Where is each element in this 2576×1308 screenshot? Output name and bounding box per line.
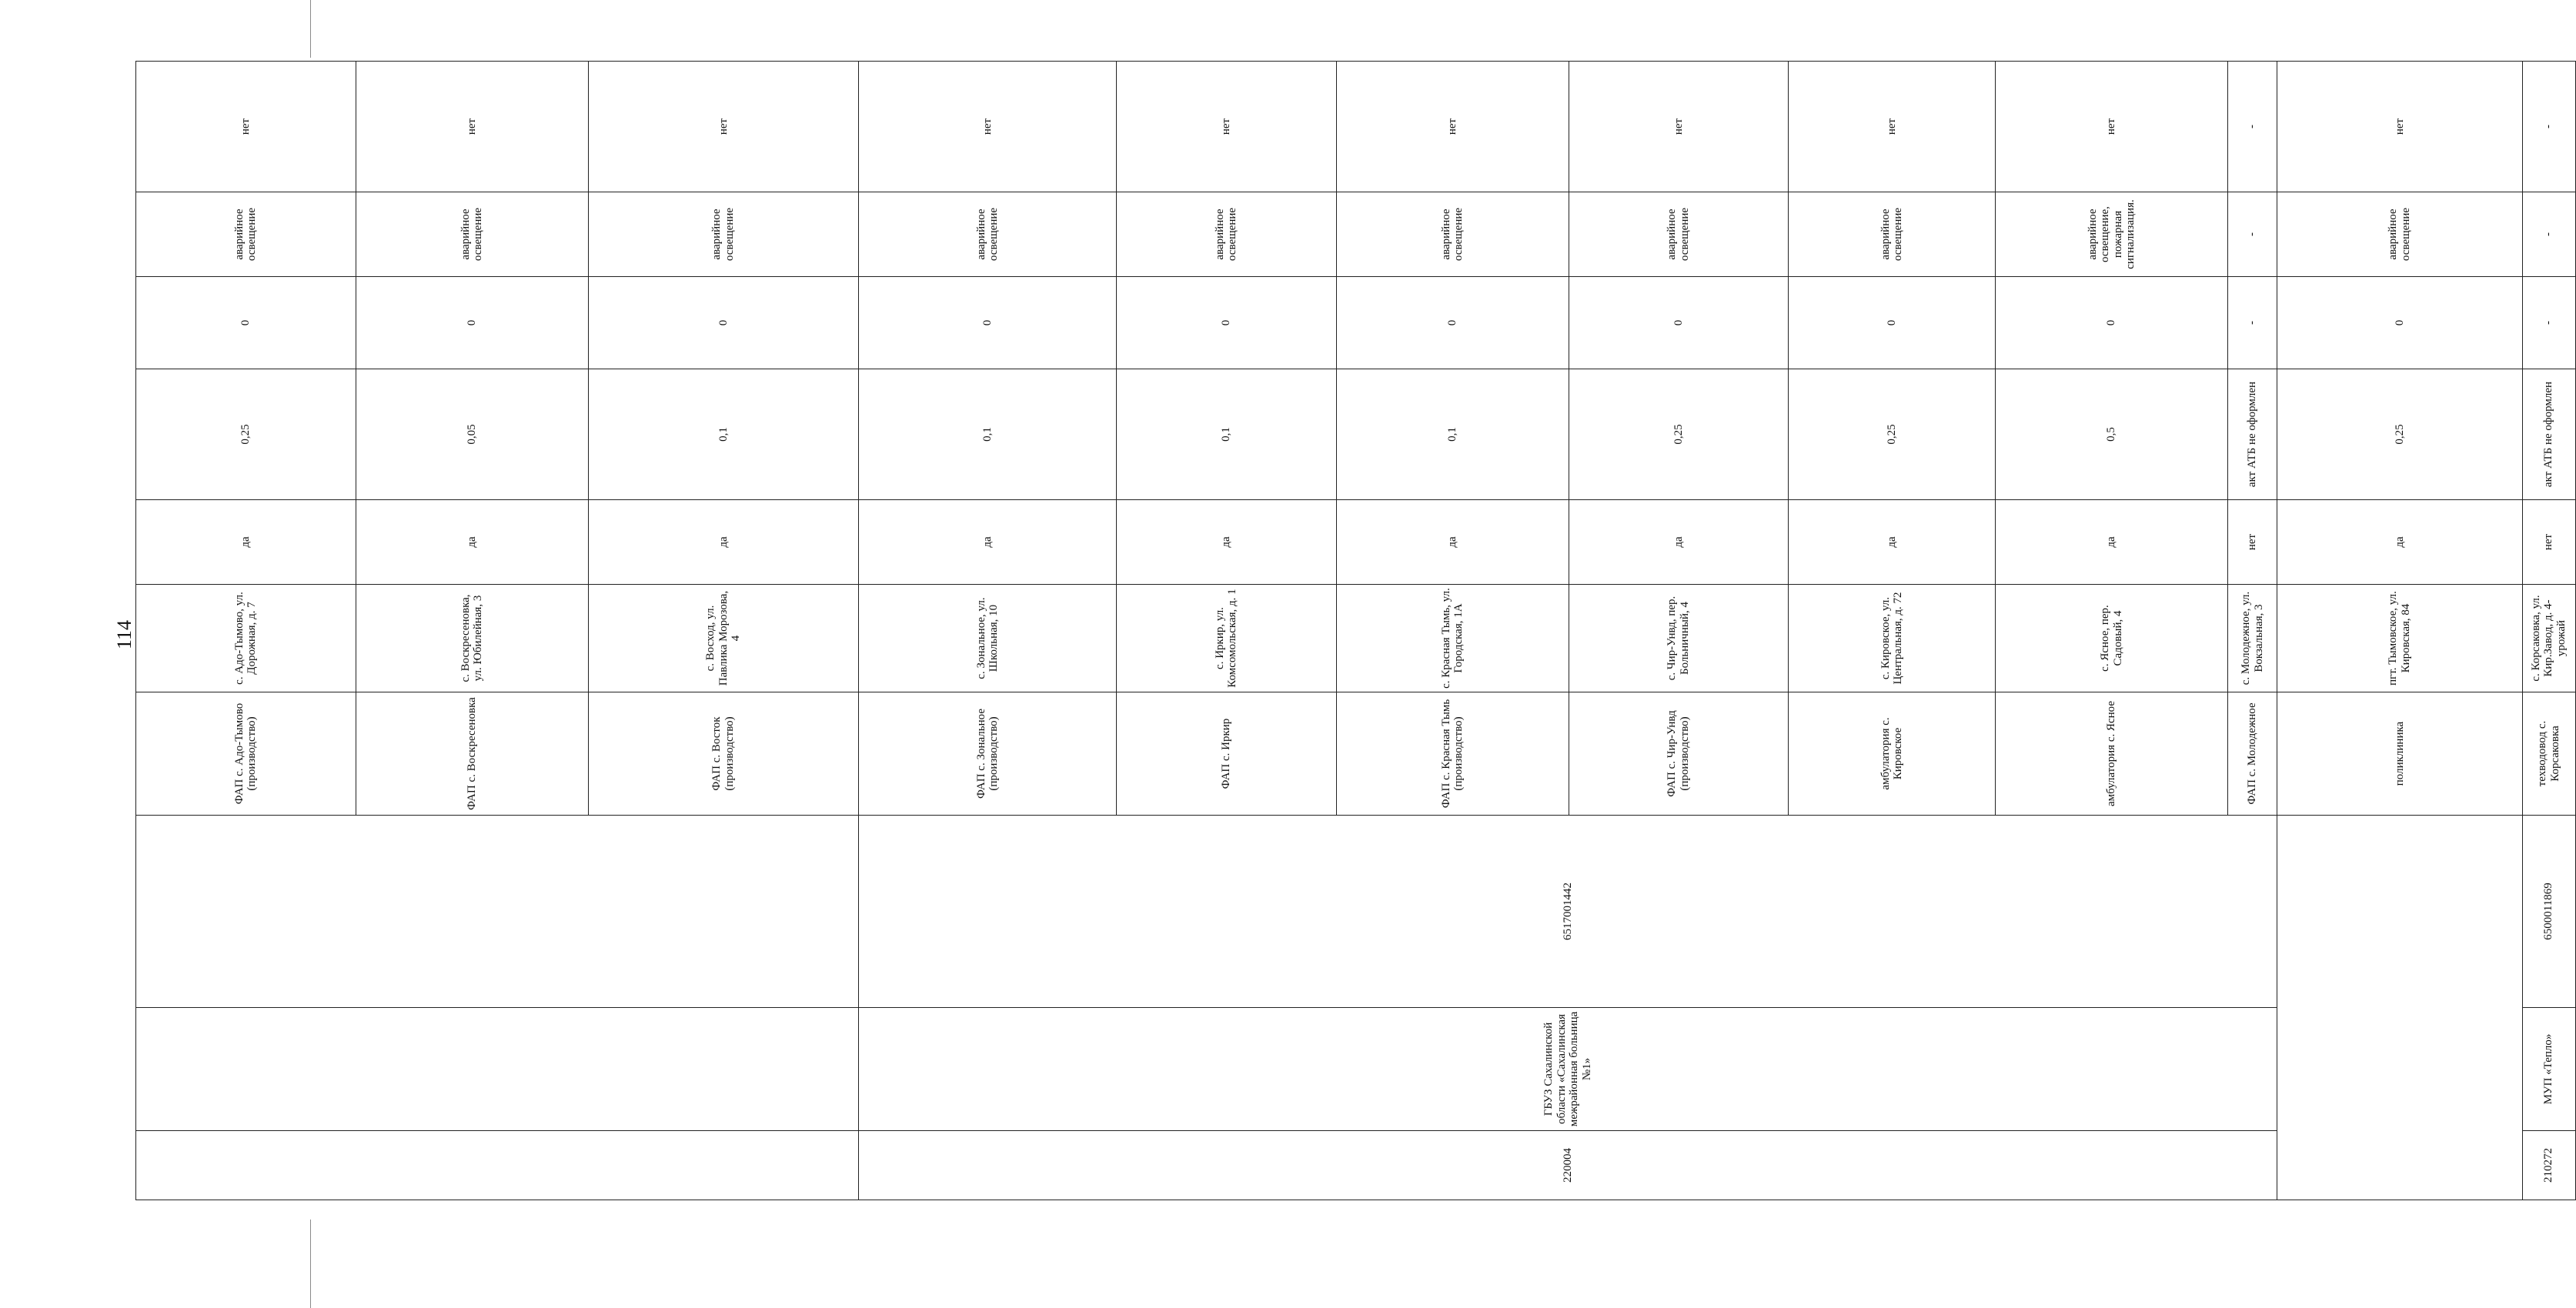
cell-object: ФАП с. Адо-Тымово (производство) [136, 692, 356, 816]
cell-power: акт АТБ не оформлен [2522, 369, 2575, 500]
cell-doc: - [2228, 62, 2277, 192]
cell-address: пгт. Тымовское, ул. Кировская, 84 [2277, 585, 2523, 692]
cell-doc: нет [356, 62, 588, 192]
cell-doc: нет [588, 62, 859, 192]
cell-zero: 0 [588, 277, 859, 369]
cell-doc: нет [1996, 62, 2228, 192]
cell-zero: 0 [136, 277, 356, 369]
cell-object: ФАП с. Восток (производство) [588, 692, 859, 816]
cell-load: аварийное освещение [356, 192, 588, 277]
cell-flag: да [356, 500, 588, 585]
cell-address: с. Ясное, пер. Садовый, 4 [1996, 585, 2228, 692]
cell-power: 0,05 [356, 369, 588, 500]
scan-artifact-line [310, 1220, 311, 1308]
cell-doc: нет [859, 62, 1117, 192]
cell-address: с. Адо-Тымово, ул. Дорожная, д. 7 [136, 585, 356, 692]
cell-address: с. Красная Тымь, ул. Городская, 1А [1336, 585, 1569, 692]
cell-organization: МУП «Тепло» [2522, 1008, 2575, 1131]
cell-doc: нет [1336, 62, 1569, 192]
cell-object: ФАП с. Воскресеновка [356, 692, 588, 816]
cell-load: - [2228, 192, 2277, 277]
cell-address: с. Кировское, ул. Центральная, д. 72 [1789, 585, 1996, 692]
cell-flag: да [859, 500, 1117, 585]
cell-load: аварийное освещение [1789, 192, 1996, 277]
cell-flag: да [2277, 500, 2523, 585]
table-row [859, 62, 1117, 1200]
cell-zero: 0 [2277, 277, 2523, 369]
cell-load: аварийное освещение [1569, 192, 1789, 277]
cell-object: амбулатория с. Кировское [1789, 692, 1996, 816]
cell-code: 220004 [859, 1131, 2277, 1200]
cell-power: 0,1 [1336, 369, 1569, 500]
cell-inn: 6500011869 [2522, 816, 2575, 1008]
cell-inn [136, 816, 859, 1008]
cell-object: ФАП с. Зональное (производство) [859, 692, 1117, 816]
cell-power: 0,1 [588, 369, 859, 500]
cell-power: 0,1 [1117, 369, 1337, 500]
cell-doc: нет [2277, 62, 2523, 192]
cell-doc: нет [136, 62, 356, 192]
cell-power: 0,25 [1569, 369, 1789, 500]
cell-load: аварийное освещение, пожарная сигнализация. [1996, 192, 2228, 277]
cell-flag: нет [2522, 500, 2575, 585]
cell-object: амбулатория с. Ясное [1996, 692, 2228, 816]
cell-object: поликлиника [2277, 692, 2523, 816]
cell-code: 210272 [2522, 1131, 2575, 1200]
cell-load: аварийное освещение [588, 192, 859, 277]
cell-load: аварийное освещение [2277, 192, 2523, 277]
cell-load: аварийное освещение [1117, 192, 1337, 277]
cell-load: - [2522, 192, 2575, 277]
cell-zero: 0 [1117, 277, 1337, 369]
cell-flag: да [136, 500, 356, 585]
cell-load: аварийное освещение [136, 192, 356, 277]
cell-address: с. Молодежное, ул. Вокзальная, 3 [2228, 585, 2277, 692]
cell-power: 0,25 [1789, 369, 1996, 500]
cell-address: с. Корсаковка, ул. Кир.Завод, д. 4-урожай [2522, 585, 2575, 692]
cell-zero: 0 [1996, 277, 2228, 369]
scan-artifact-line [310, 0, 311, 58]
cell-code [136, 1131, 859, 1200]
cell-object: ФАП с. Молодежное [2228, 692, 2277, 816]
cell-doc: нет [1117, 62, 1337, 192]
cell-flag: да [1789, 500, 1996, 585]
cell-address: с. Зональное, ул. Школьная, 10 [859, 585, 1117, 692]
cell-power: акт АТБ не оформлен [2228, 369, 2277, 500]
cell-power: 0,25 [2277, 369, 2523, 500]
cell-flag: нет [2228, 500, 2277, 585]
cell-group-divider [2277, 816, 2523, 1200]
cell-zero: - [2228, 277, 2277, 369]
cell-zero: 0 [356, 277, 588, 369]
cell-address: с. Восход, ул. Павлика Морозова, 4 [588, 585, 859, 692]
cell-address: с. Воскресеновка, ул. Юбилейная, 3 [356, 585, 588, 692]
cell-flag: да [1996, 500, 2228, 585]
cell-address: с. Чир-Унвд, пер. Больничный, 4 [1569, 585, 1789, 692]
table-row [136, 62, 356, 1200]
cell-zero: 0 [1789, 277, 1996, 369]
table-row [2277, 62, 2523, 1200]
cell-doc: нет [1789, 62, 1996, 192]
page-number: 114 [113, 619, 135, 650]
cell-organization: ГБУЗ Сахалинской области «Сахалинская межрайонная больница №1» [859, 1008, 2277, 1131]
cell-doc: нет [1569, 62, 1789, 192]
cell-object: ФАП с. Иркир [1117, 692, 1337, 816]
cell-inn: 6517001442 [859, 816, 2277, 1008]
consumers-table [135, 61, 2576, 1200]
cell-object: ФАП с. Чир-Унвд (производство) [1569, 692, 1789, 816]
cell-zero: 0 [859, 277, 1117, 369]
cell-zero: - [2522, 277, 2575, 369]
table-row [2522, 62, 2575, 1200]
cell-power: 0,25 [136, 369, 356, 500]
cell-flag: да [1569, 500, 1789, 585]
cell-load: аварийное освещение [859, 192, 1117, 277]
rotated-table-wrapper [135, 62, 2568, 1200]
cell-flag: да [1336, 500, 1569, 585]
cell-flag: да [1117, 500, 1337, 585]
cell-organization [136, 1008, 859, 1131]
cell-object: ФАП с. Красная Тымь (производство) [1336, 692, 1569, 816]
cell-zero: 0 [1569, 277, 1789, 369]
cell-doc: - [2522, 62, 2575, 192]
cell-load: аварийное освещение [1336, 192, 1569, 277]
cell-flag: да [588, 500, 859, 585]
cell-zero: 0 [1336, 277, 1569, 369]
cell-object: техводовод с. Корсаковка [2522, 692, 2575, 816]
cell-power: 0,1 [859, 369, 1117, 500]
cell-power: 0,5 [1996, 369, 2228, 500]
cell-address: с. Иркир, ул. Комсомольская, д. 1 [1117, 585, 1337, 692]
